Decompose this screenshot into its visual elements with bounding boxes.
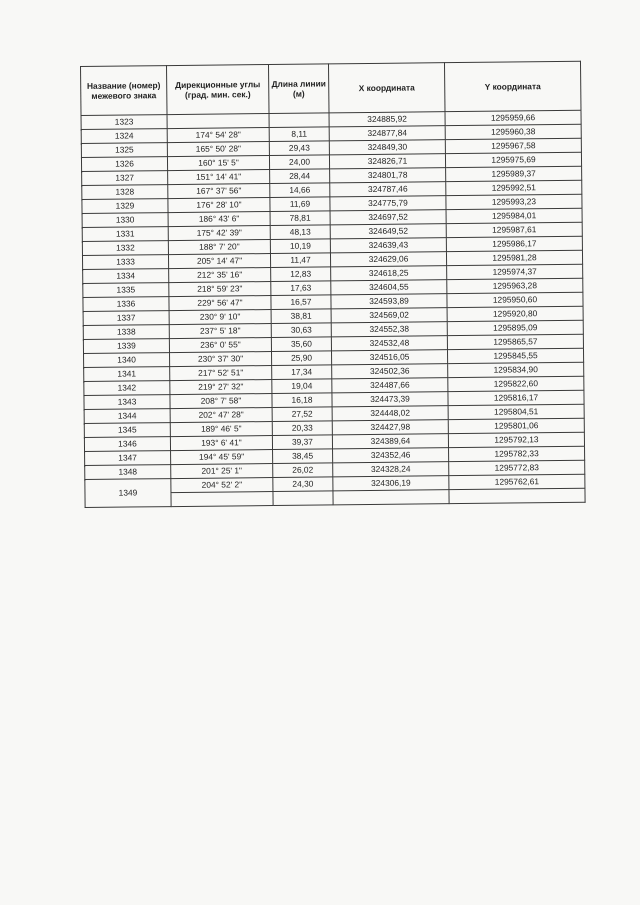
point-name-cell: 1336	[83, 297, 169, 312]
direction-angle-cell: 208° 7' 58"	[170, 394, 272, 409]
point-name-cell: 1342	[84, 381, 170, 396]
y-coordinate-cell: 1295960,38	[445, 124, 581, 139]
line-length-cell: 14,66	[270, 183, 330, 198]
length-cell-empty	[273, 491, 333, 506]
line-length-cell: 24,30	[273, 477, 333, 492]
point-name-cell: 1327	[82, 171, 168, 186]
line-length-cell: 35,60	[271, 337, 331, 352]
line-length-cell: 20,33	[272, 421, 332, 436]
direction-angle-cell: 160° 15' 5"	[167, 156, 269, 171]
direction-angle-cell: 230° 37' 30"	[170, 352, 272, 367]
point-name-cell: 1349	[85, 479, 171, 508]
direction-angle-cell: 194° 45' 59"	[171, 450, 273, 465]
line-length-cell: 26,02	[273, 463, 333, 478]
line-length-cell: 19,04	[272, 379, 332, 394]
x-coordinate-cell: 324306,19	[333, 476, 449, 491]
point-name-cell: 1340	[84, 353, 170, 368]
line-length-cell: 30,63	[271, 323, 331, 338]
point-name-cell: 1328	[82, 185, 168, 200]
line-length-cell: 39,37	[272, 435, 332, 450]
y-coordinate-cell: 1295967,58	[445, 138, 581, 153]
line-length-cell: 29,43	[269, 141, 329, 156]
x-coordinate-cell: 324649,52	[330, 224, 446, 239]
x-coordinate-cell: 324569,02	[331, 308, 447, 323]
boundary-coordinates-table	[80, 61, 586, 508]
y-coordinate-cell: 1295792,13	[448, 432, 584, 447]
y-coordinate-cell: 1295992,51	[446, 180, 582, 195]
x-cell-empty	[333, 490, 449, 505]
direction-angle-cell: 230° 9' 10"	[169, 310, 271, 325]
y-coordinate-cell: 1295963,28	[447, 278, 583, 293]
line-length-cell: 12,83	[271, 267, 331, 282]
direction-angle-cell: 229° 56' 47"	[169, 296, 271, 311]
angle-cell-empty	[171, 492, 273, 507]
direction-angle-cell: 219° 27' 32"	[170, 380, 272, 395]
y-coordinate-cell: 1295762,61	[449, 474, 585, 489]
direction-angle-cell: 212° 35' 16"	[169, 268, 271, 283]
x-coordinate-cell: 324427,98	[332, 420, 448, 435]
x-coordinate-cell: 324532,48	[331, 336, 447, 351]
point-name-cell: 1347	[85, 451, 171, 466]
point-name-cell: 1346	[84, 437, 170, 452]
x-coordinate-cell: 324639,43	[330, 238, 446, 253]
line-length-cell: 10,19	[270, 239, 330, 254]
direction-angle-cell: 167° 37' 56"	[168, 184, 270, 199]
x-coordinate-cell: 324516,05	[331, 350, 447, 365]
direction-angle-cell: 188° 7' 20"	[168, 240, 270, 255]
point-name-cell: 1324	[81, 129, 167, 144]
line-length-cell: 38,81	[271, 309, 331, 324]
point-name-cell: 1343	[84, 395, 170, 410]
point-name-cell: 1339	[83, 339, 169, 354]
line-length-cell: 48,13	[270, 225, 330, 240]
y-coordinate-cell: 1295834,90	[448, 362, 584, 377]
y-coordinate-cell: 1295984,01	[446, 208, 582, 223]
y-coordinate-cell: 1295920,80	[447, 306, 583, 321]
x-coordinate-cell: 324502,36	[332, 364, 448, 379]
line-length-cell: 8,11	[269, 127, 329, 142]
direction-angle-cell: 193° 6' 41"	[170, 436, 272, 451]
x-coordinate-cell: 324352,46	[333, 448, 449, 463]
x-coordinate-cell: 324552,38	[331, 322, 447, 337]
y-coordinate-cell: 1295804,51	[448, 404, 584, 419]
point-name-cell: 1323	[81, 115, 167, 130]
x-coordinate-cell: 324885,92	[329, 112, 445, 127]
y-coordinate-cell: 1295772,83	[449, 460, 585, 475]
line-length-cell: 38,45	[273, 449, 333, 464]
y-coordinate-cell: 1295822,60	[448, 376, 584, 391]
y-coordinate-cell: 1295975,69	[445, 152, 581, 167]
table-body	[81, 110, 585, 507]
x-coordinate-cell: 324801,78	[330, 168, 446, 183]
y-coordinate-cell: 1295986,17	[446, 236, 582, 251]
x-coordinate-cell: 324604,55	[331, 280, 447, 295]
x-coordinate-cell: 324618,25	[331, 266, 447, 281]
point-name-cell: 1329	[82, 199, 168, 214]
line-length-cell: 11,47	[270, 253, 330, 268]
x-coordinate-cell: 324487,66	[332, 378, 448, 393]
x-coordinate-cell: 324697,52	[330, 210, 446, 225]
y-coordinate-cell: 1295816,17	[448, 390, 584, 405]
point-name-cell: 1338	[83, 325, 169, 340]
boundary-table-container	[80, 61, 588, 842]
direction-angle-cell: 204° 52' 2"	[171, 478, 273, 493]
direction-angle-cell: 218° 59' 23"	[169, 282, 271, 297]
y-coordinate-cell: 1295959,66	[445, 110, 581, 125]
x-coordinate-cell: 324787,46	[330, 182, 446, 197]
y-coordinate-cell: 1295989,37	[446, 166, 582, 181]
header-point-name: Название (номер) межевого знака	[81, 66, 168, 116]
x-coordinate-cell: 324448,02	[332, 406, 448, 421]
y-coordinate-cell: 1295950,60	[447, 292, 583, 307]
direction-angle-cell: 237° 5' 18"	[169, 324, 271, 339]
x-coordinate-cell: 324877,84	[329, 126, 445, 141]
x-coordinate-cell: 324826,71	[329, 154, 445, 169]
y-coordinate-cell: 1295865,57	[447, 334, 583, 349]
x-coordinate-cell: 324629,06	[330, 252, 446, 267]
direction-angle-cell: 236° 0' 55"	[169, 338, 271, 353]
line-length-cell: 28,44	[270, 169, 330, 184]
line-length-cell: 17,63	[271, 281, 331, 296]
direction-angle-cell: 217° 52' 51"	[170, 366, 272, 381]
table-header	[81, 61, 581, 115]
x-coordinate-cell: 324473,39	[332, 392, 448, 407]
length-cell-empty	[269, 113, 329, 128]
point-name-cell: 1344	[84, 409, 170, 424]
line-length-cell: 78,81	[270, 211, 330, 226]
header-x-coordinate: X координата	[328, 63, 445, 113]
y-coordinate-cell: 1295993,23	[446, 194, 582, 209]
point-name-cell: 1330	[82, 213, 168, 228]
direction-angle-cell: 151° 14' 41"	[168, 170, 270, 185]
header-line-length: Длина линии (м)	[268, 64, 329, 114]
y-coordinate-cell: 1295782,33	[449, 446, 585, 461]
direction-angle-cell: 201° 25' 1"	[171, 464, 273, 479]
point-name-cell: 1337	[83, 311, 169, 326]
y-cell-empty	[449, 488, 585, 503]
x-coordinate-cell: 324389,64	[332, 434, 448, 449]
line-length-cell: 11,69	[270, 197, 330, 212]
point-name-cell: 1335	[83, 283, 169, 298]
y-coordinate-cell: 1295895,09	[447, 320, 583, 335]
direction-angle-cell: 175° 42' 39"	[168, 226, 270, 241]
point-name-cell: 1331	[82, 227, 168, 242]
x-coordinate-cell: 324328,24	[333, 462, 449, 477]
point-name-cell: 1334	[83, 269, 169, 284]
header-direction-angle: Дирекционные углы (град. мин. сек.)	[167, 65, 270, 115]
line-length-cell: 24,00	[269, 155, 329, 170]
direction-angle-cell: 205° 14' 47"	[168, 254, 270, 269]
line-length-cell: 27,52	[272, 407, 332, 422]
header-y-coordinate: Y координата	[444, 61, 581, 111]
angle-cell-empty	[167, 114, 269, 129]
y-coordinate-cell: 1295974,37	[447, 264, 583, 279]
direction-angle-cell: 174° 54' 28"	[167, 128, 269, 143]
line-length-cell: 16,57	[271, 295, 331, 310]
x-coordinate-cell: 324775,79	[330, 196, 446, 211]
y-coordinate-cell: 1295845,55	[447, 348, 583, 363]
point-name-cell: 1326	[81, 157, 167, 172]
direction-angle-cell: 189° 46' 5"	[170, 422, 272, 437]
direction-angle-cell: 186° 43' 6"	[168, 212, 270, 227]
x-coordinate-cell: 324849,30	[329, 140, 445, 155]
line-length-cell: 17,34	[272, 365, 332, 380]
point-name-cell: 1332	[82, 241, 168, 256]
point-name-cell: 1333	[82, 255, 168, 270]
y-coordinate-cell: 1295981,28	[446, 250, 582, 265]
point-name-cell: 1325	[81, 143, 167, 158]
direction-angle-cell: 176° 28' 10"	[168, 198, 270, 213]
point-name-cell: 1345	[84, 423, 170, 438]
x-coordinate-cell: 324593,89	[331, 294, 447, 309]
y-coordinate-cell: 1295801,06	[448, 418, 584, 433]
direction-angle-cell: 165° 50' 28"	[167, 142, 269, 157]
point-name-cell: 1348	[85, 465, 171, 480]
direction-angle-cell: 202° 47' 28"	[170, 408, 272, 423]
y-coordinate-cell: 1295987,61	[446, 222, 582, 237]
line-length-cell: 25,90	[272, 351, 332, 366]
line-length-cell: 16,18	[272, 393, 332, 408]
point-name-cell: 1341	[84, 367, 170, 382]
